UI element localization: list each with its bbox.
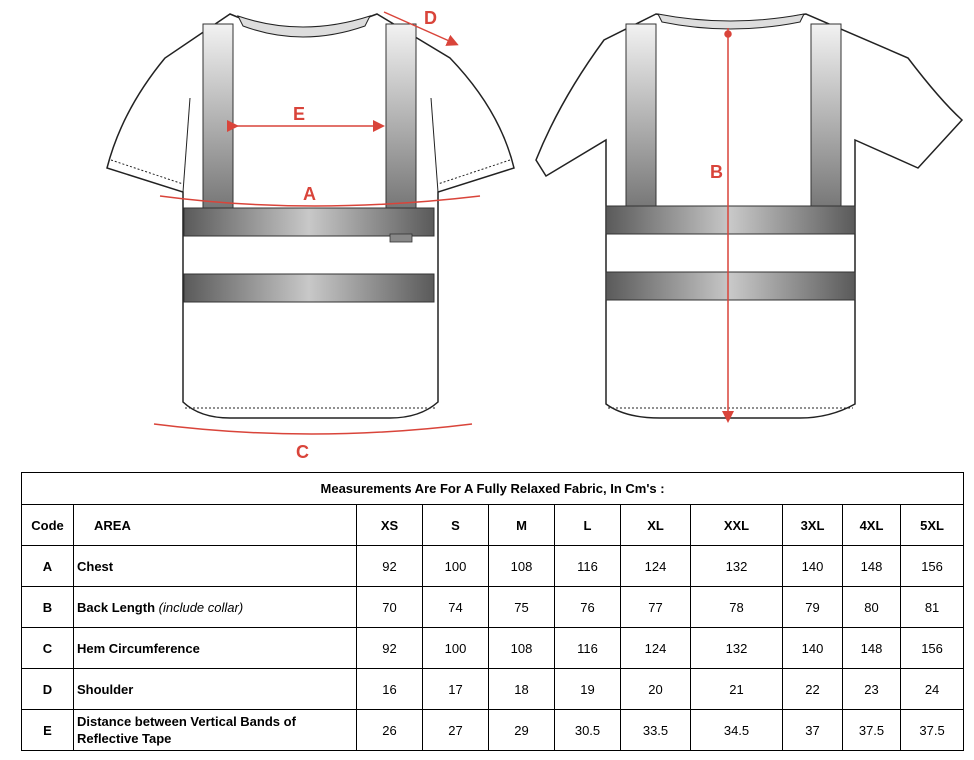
size-header: XS bbox=[357, 505, 423, 546]
measurement-cell: 17 bbox=[423, 669, 489, 710]
row-area bbox=[74, 669, 357, 710]
measurement-cell: 23 bbox=[843, 669, 901, 710]
label-c: C bbox=[296, 442, 309, 462]
measurement-cell: 140 bbox=[783, 546, 843, 587]
measurement-cell: 70 bbox=[357, 587, 423, 628]
table-row bbox=[22, 710, 964, 751]
row-area-note: (include collar) bbox=[158, 599, 244, 615]
hem-guide bbox=[154, 424, 472, 434]
row-area-label: Hem Circumference bbox=[77, 640, 200, 656]
measurement-cell: 77 bbox=[621, 587, 691, 628]
measurement-cell: 78 bbox=[691, 587, 783, 628]
measurement-cell: 26 bbox=[357, 710, 423, 751]
measurement-cell: 92 bbox=[357, 546, 423, 587]
row-area-label: Shoulder bbox=[77, 681, 134, 697]
measurement-cell: 124 bbox=[621, 546, 691, 587]
header-row bbox=[22, 505, 964, 546]
measurement-cell: 100 bbox=[423, 628, 489, 669]
measurement-cell: 132 bbox=[691, 628, 783, 669]
label-a: A bbox=[303, 184, 316, 204]
measurement-cell: 19 bbox=[555, 669, 621, 710]
measurement-cell: 74 bbox=[423, 587, 489, 628]
size-header: S bbox=[423, 505, 489, 546]
row-area bbox=[74, 628, 357, 669]
size-header: XXL bbox=[691, 505, 783, 546]
front-tshirt bbox=[107, 14, 514, 418]
measurement-cell: 37.5 bbox=[843, 710, 901, 751]
size-header: XL bbox=[621, 505, 691, 546]
measurement-cell: 140 bbox=[783, 628, 843, 669]
row-area-label: Chest bbox=[77, 558, 114, 574]
measurement-cell: 156 bbox=[901, 628, 964, 669]
row-area bbox=[74, 587, 357, 628]
row-code: A bbox=[22, 546, 74, 587]
measurement-cell: 20 bbox=[621, 669, 691, 710]
size-header: M bbox=[489, 505, 555, 546]
row-area bbox=[74, 710, 357, 751]
row-area-label: Back Length bbox=[77, 599, 156, 615]
measurement-cell: 116 bbox=[555, 628, 621, 669]
size-header: L bbox=[555, 505, 621, 546]
table-row bbox=[22, 669, 964, 710]
label-b: B bbox=[710, 162, 723, 182]
measurement-cell: 148 bbox=[843, 546, 901, 587]
measurement-cell: 30.5 bbox=[555, 710, 621, 751]
row-area-label: Distance between Vertical Bands of Reflective Tape bbox=[77, 714, 296, 746]
label-e: E bbox=[293, 104, 306, 124]
label-d: D bbox=[424, 8, 437, 28]
measurement-cell: 16 bbox=[357, 669, 423, 710]
measurement-cell: 27 bbox=[423, 710, 489, 751]
size-header: 5XL bbox=[901, 505, 964, 546]
measurement-cell: 92 bbox=[357, 628, 423, 669]
measurement-cell: 33.5 bbox=[621, 710, 691, 751]
back-tshirt bbox=[536, 14, 962, 418]
table-caption: Measurements Are For A Fully Relaxed Fabric, In Cm's : bbox=[22, 473, 964, 505]
measurement-cell: 124 bbox=[621, 628, 691, 669]
measurement-cell: 80 bbox=[843, 587, 901, 628]
measurement-cell: 116 bbox=[555, 546, 621, 587]
measurement-cell: 100 bbox=[423, 546, 489, 587]
measurement-cell: 22 bbox=[783, 669, 843, 710]
area-header: AREA bbox=[74, 505, 357, 546]
measurement-cell: 108 bbox=[489, 546, 555, 587]
row-code: C bbox=[22, 628, 74, 669]
row-code: E bbox=[22, 710, 74, 751]
table-row bbox=[22, 587, 964, 628]
measurement-cell: 37 bbox=[783, 710, 843, 751]
measurement-cell: 132 bbox=[691, 546, 783, 587]
table-row bbox=[22, 546, 964, 587]
table-body bbox=[22, 546, 964, 751]
measurement-cell: 24 bbox=[901, 669, 964, 710]
row-code: D bbox=[22, 669, 74, 710]
measurement-cell: 29 bbox=[489, 710, 555, 751]
size-header: 4XL bbox=[843, 505, 901, 546]
size-chart-table bbox=[21, 472, 964, 751]
row-code: B bbox=[22, 587, 74, 628]
measurement-cell: 21 bbox=[691, 669, 783, 710]
measurement-cell: 156 bbox=[901, 546, 964, 587]
measurement-cell: 75 bbox=[489, 587, 555, 628]
measurement-cell: 18 bbox=[489, 669, 555, 710]
measurement-cell: 37.5 bbox=[901, 710, 964, 751]
measurement-cell: 76 bbox=[555, 587, 621, 628]
code-header: Code bbox=[22, 505, 74, 546]
measurement-cell: 34.5 bbox=[691, 710, 783, 751]
measurement-cell: 81 bbox=[901, 587, 964, 628]
table-row bbox=[22, 628, 964, 669]
size-header: 3XL bbox=[783, 505, 843, 546]
row-area bbox=[74, 546, 357, 587]
measurement-cell: 148 bbox=[843, 628, 901, 669]
measurement-cell: 108 bbox=[489, 628, 555, 669]
measurement-cell: 79 bbox=[783, 587, 843, 628]
